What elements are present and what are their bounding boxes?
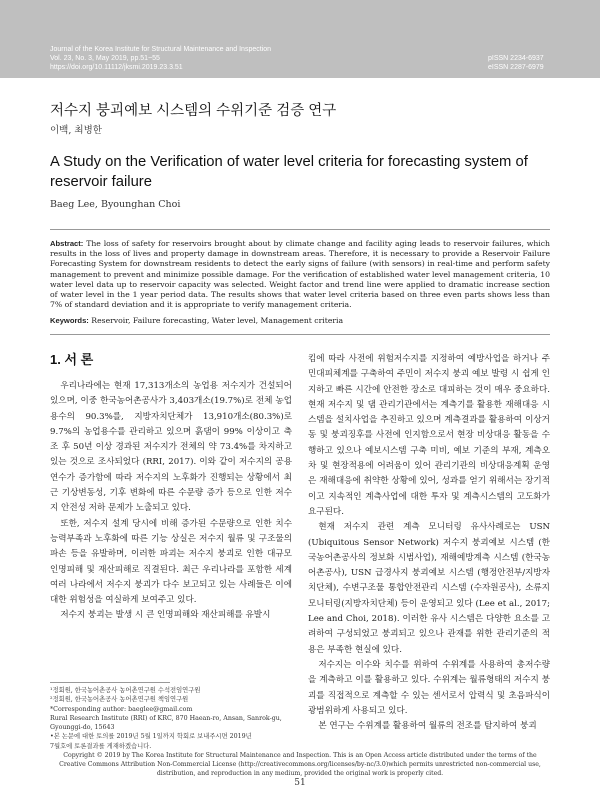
footnote: Gyounggi-do, 15643 xyxy=(50,724,115,732)
keywords-text: Reservoir, Failure forecasting, Water level, Management criteria xyxy=(91,316,344,325)
keywords-label: Keywords: xyxy=(50,316,89,325)
abstract-label: Abstract: xyxy=(50,239,84,248)
footnote: 7월호에 토론결과를 게재하겠습니다. xyxy=(50,742,152,750)
paragraph: 현재 저수지 관련 계측 모니터링 유사사례로는 USN (Ubiquitous Sensor Network) 저수지 붕괴예보 시스템 (한국농어촌공사의 정보화 시범사업), 재해예방계측 시스템 (한국농어촌공사), USN 급경사지 붕괴예보 시스템 (행정안전부/지방자치단체), 수변구조물 통합안전관리 시스템 (수자원공사), 소류지 모니터링(지방자치단체) 등이 운영되고 있다 (Lee et al., 2017; Lee and Choi, 2018). 이러한 유사 시스템은 다양한 요소를 고려하여 구성되었고 붕괴되고 있으나 관재를 위한 관리기준의 적용은 부족한 현실에 있다. xyxy=(308,522,550,655)
divider-top xyxy=(50,229,550,230)
authors-korean xyxy=(50,122,102,136)
authors-english-text: Baeg Lee, Byounghan Choi xyxy=(50,199,181,210)
paragraph: 저수지 붕괴는 발생 시 큰 인명피해와 재산피해를 유발시 xyxy=(60,610,271,621)
footnote: Rural Research Institute (RRI) of KRC, 870 Haean-ro, Ansan, Sanrok-gu, xyxy=(50,714,282,722)
journal-name: Journal of the Korea Institute for Structural Maintenance and Inspection xyxy=(50,46,272,53)
abstract-text: The loss of safety for reservoirs brought about by climate change and facility aging leads to reservoir failures, which results in the loss of lives and property damage in downstream areas. Therefore, it is necessary to provide a Reservoir Failure Forecasting System for downstream residents to detect the early signs of failure (with sensors) in real-time and perform safety management to prevent and minimize possible damage. For the verification of established water level management criteria, 10 water level data up to reservoir capacity was selected. Weight factor and trend line were applied to dramatic increase section of water level in the 1 year period data. The results shows that water level criteria based on three even parts shows less than 7% of standard deviation and it is appropriate to verify management criteria. xyxy=(50,239,550,310)
journal-header-band xyxy=(0,0,600,78)
paragraph: 킴에 따라 사전에 위험저수지를 지정하여 예방사업을 하거나 주민대피체계를 구축하여 주민이 저수지 붕괴 예보 발령 시 쉽게 인지하고 빠른 시간에 안전한 장소로 대피하는 것이 매우 중요하다. 현재 저수지 및 댐 관리기관에서는 계측기를 활용한 재해대응 시스템을 설치사업을 추진하고 있으며 계측결과를 활용하여 이상거동 및 붕괴징후를 사전에 인지함으로서 현장 비상대응 활동을 수행하고 있으나 예보시스템 구축 미비, 예보 기준의 부재, 계측오차 및 현장적용에 어려움이 있어 관리기관의 비상대응계획 운영은 재해대응에 취약한 상황에 있어, 성과를 얻기 위해서는 장기적이고 지속적인 계측사업에 대한 투자 및 계측시스템의 고도화가 요구된다. xyxy=(308,354,550,517)
footnote-divider xyxy=(50,682,170,683)
journal-doi[interactable]: https://doi.org/10.11112/jksmi.2019.23.3.51 xyxy=(50,64,183,71)
column-right xyxy=(308,352,550,732)
footnote: *Corresponding author: baeglee@gmail.com xyxy=(50,705,193,713)
paragraph: 또한, 저수지 설계 당시에 비해 증가된 수문량으로 인한 치수능력부족과 노후화에 따른 기능 상실은 저수지 월류 및 구조물의 파손 등을 유발하며, 이러한 파괴는 저수지 붕괴로 인한 대규모 인명피해 및 재산피해로 직결된다. 최근 우리나라를 포함한 세계 여러 나라에서 저수지 붕괴가 다수 보고되고 있는 사례들은 이에 대한 위험성을 여실하게 보여주고 있다. xyxy=(50,518,292,606)
footnote: ¹정회원, 한국농어촌공사 농어촌연구원 수석전임연구원 xyxy=(50,687,201,694)
column-left xyxy=(50,379,292,624)
title-korean: 저수지 붕괴예보 시스템의 수위기준 검증 연구 xyxy=(50,103,337,119)
paragraph: 우리나라에는 현재 17,313개소의 농업용 저수지가 건설되어 있으며, 이중 한국농어촌공사가 3,403개소(19.7%)로 전체 농업용수의 90.3%를, 지방자치단체가 13,910개소(80.3%)로 9.7%의 농업용수를 관리하고 있으며 흙댐이 99% 이상이고 축조 후 50년 이상 경과된 저수지가 전체의 약 73.4%를 차지하고 있는 것으로 조사되었다 (RRI, 2017). 이와 같이 저수지의 공용연수가 증가함에 따라 저수지의 노후화가 진행되는 상황에서 최근 기상변동성, 기후 변화에 따른 수문량 증가 등으로 인한 저수지 안전성 저하 문제가 노출되고 있다. xyxy=(50,381,292,514)
footnote: •본 논문에 대한 토의를 2019년 5월 1일까지 학회로 보내주시면 2019년 xyxy=(50,733,252,741)
section-heading: 1. 서 론 xyxy=(50,352,94,367)
footnotes xyxy=(50,686,292,751)
paragraph: 본 연구는 수위계를 활용하여 월류의 전조를 탐지하여 붕괴 xyxy=(318,721,537,732)
paragraph: 저수지는 이수와 치수를 위하여 수위계를 사용하여 총저수량을 계측하고 이를 활용하고 있다. 수위계는 월류형태의 저수지 붕괴를 직접적으로 계측할 수 있는 센서로서 압력식 및 초음파식이 광범위하게 사용되고 있다. xyxy=(308,659,550,716)
authors-english xyxy=(50,199,180,210)
journal-eissn: eISSN 2287-6979 xyxy=(488,64,544,71)
journal-volume: Vol. 23, No. 3, May 2019, pp.51~55 xyxy=(50,55,160,62)
divider-bottom xyxy=(50,334,550,335)
footnote: ²정회원, 한국농어촌공사 농어촌연구원 책임연구원 xyxy=(50,696,189,704)
journal-pissn: pISSN 2234-6937 xyxy=(488,55,544,62)
copyright-notice: Copyright © 2019 by The Korea Institute for Structural Maintenance and Inspection. This is an Open Access article distributed under the terms of the Creative Commons Attribution Non-Commercial License (http://creativecommons.org/licenses/by-nc/3.0)which permits unrestricted non-commercial use, distribution, and reproduction in any medium, provided the original work is properly cited. xyxy=(59,752,541,777)
abstract xyxy=(50,239,550,310)
keywords xyxy=(50,316,550,325)
page-number: 51 xyxy=(294,778,306,788)
authors-korean-text: 이백, 최병한 xyxy=(50,125,102,136)
title-english: A Study on the Verification of water level criteria for forecasting system of reservoir failure xyxy=(50,154,528,190)
